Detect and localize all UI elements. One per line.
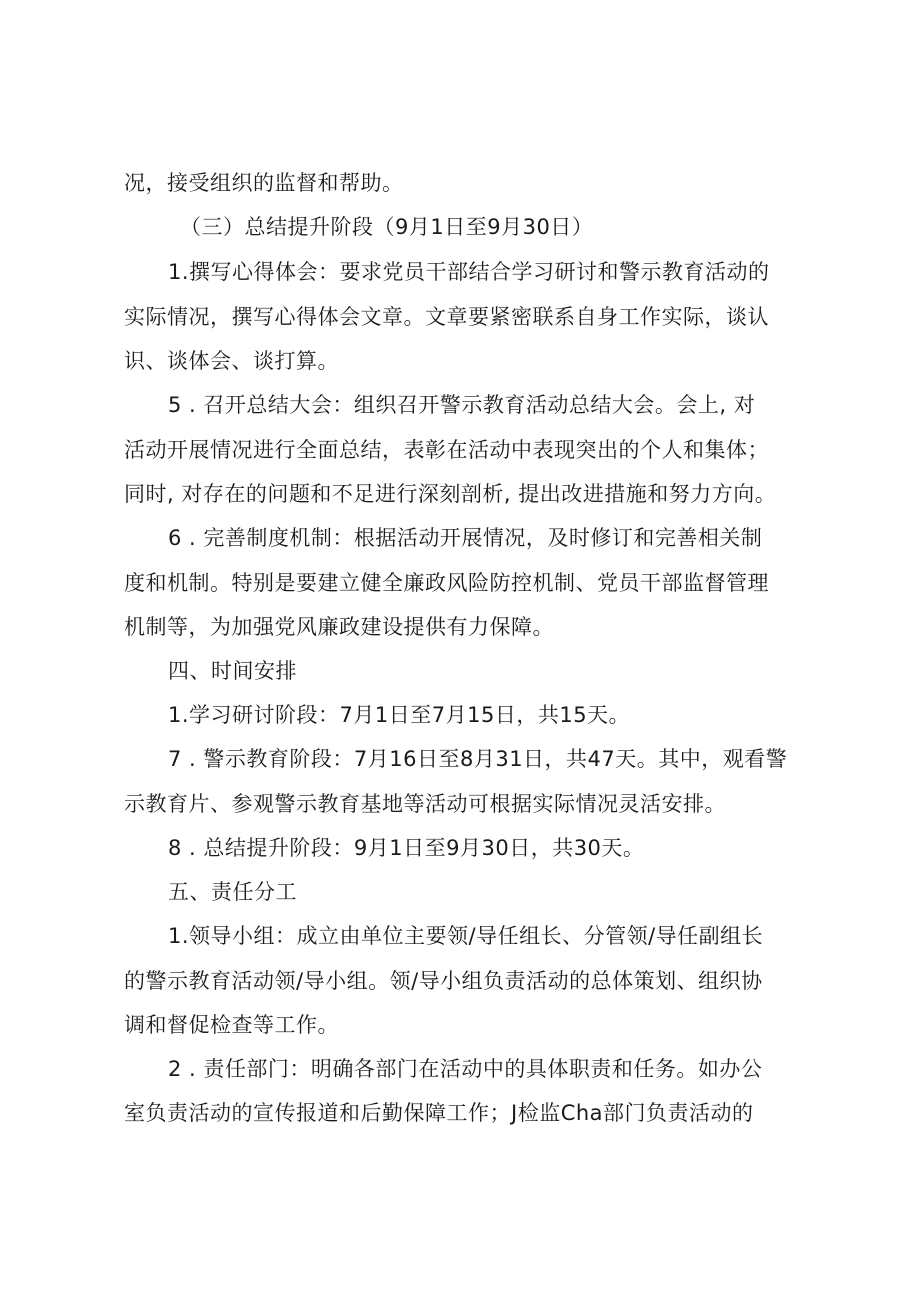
text-line: 1.领导小组：成立由单位主要领/导任组长、分管领/导任副组长 [168,924,764,948]
text-line: 的警示教育活动领/导小组。领/导小组负责活动的总体策划、组织协 [124,969,763,993]
section-heading: 四、时间安排 [168,659,297,683]
text-line: 2 . 责任部门：明确各部门在活动中的具体职责和任务。如办公 [168,1057,763,1081]
text-line: 识、谈体会、谈打算。 [124,349,339,373]
text-line: 8 . 总结提升阶段：9月1日至9月30日，共30天。 [168,836,645,860]
text-line: 6 . 完善制度机制：根据活动开展情况，及时修订和完善相关制 [168,526,763,550]
text-line: 活动开展情况进行全面总结，表彰在活动中表现突出的个人和集体； [124,438,769,462]
text-line: 调和督促检查等工作。 [124,1013,339,1037]
text-line: 7 . 警示教育阶段：7月16日至8月31日，共47天。其中，观看警 [168,747,788,771]
text-line: 1.学习研讨阶段：7月1日至7月15日，共15天。 [168,703,631,727]
text-line: 机制等，为加强党风廉政建设提供有力保障。 [124,615,554,639]
text-line: 况，接受组织的监督和帮助。 [124,171,404,195]
section-heading: （三）总结提升阶段（9月1日至9月30日） [180,215,594,239]
text-line: 5 . 召开总结大会：组织召开警示教育活动总结大会。会上, 对 [168,393,756,417]
text-line: 示教育片、参观警示教育基地等活动可根据实际情况灵活安排。 [124,792,726,816]
text-line: 室负责活动的宣传报道和后勤保障工作；J检监Cha部门负责活动的 [124,1101,754,1125]
text-line: 1.撰写心得体会：要求党员干部结合学习研讨和警示教育活动的 [168,260,770,284]
text-line: 实际情况，撰写心得体会文章。文章要紧密联系自身工作实际，谈认 [124,305,769,329]
section-heading: 五、责任分工 [168,880,297,904]
text-line: 度和机制。特别是要建立健全廉政风险防控机制、党员干部监督管理 [124,571,769,595]
text-line: 同时, 对存在的问题和不足进行深刻剖析, 提出改进措施和努力方向。 [124,482,777,506]
